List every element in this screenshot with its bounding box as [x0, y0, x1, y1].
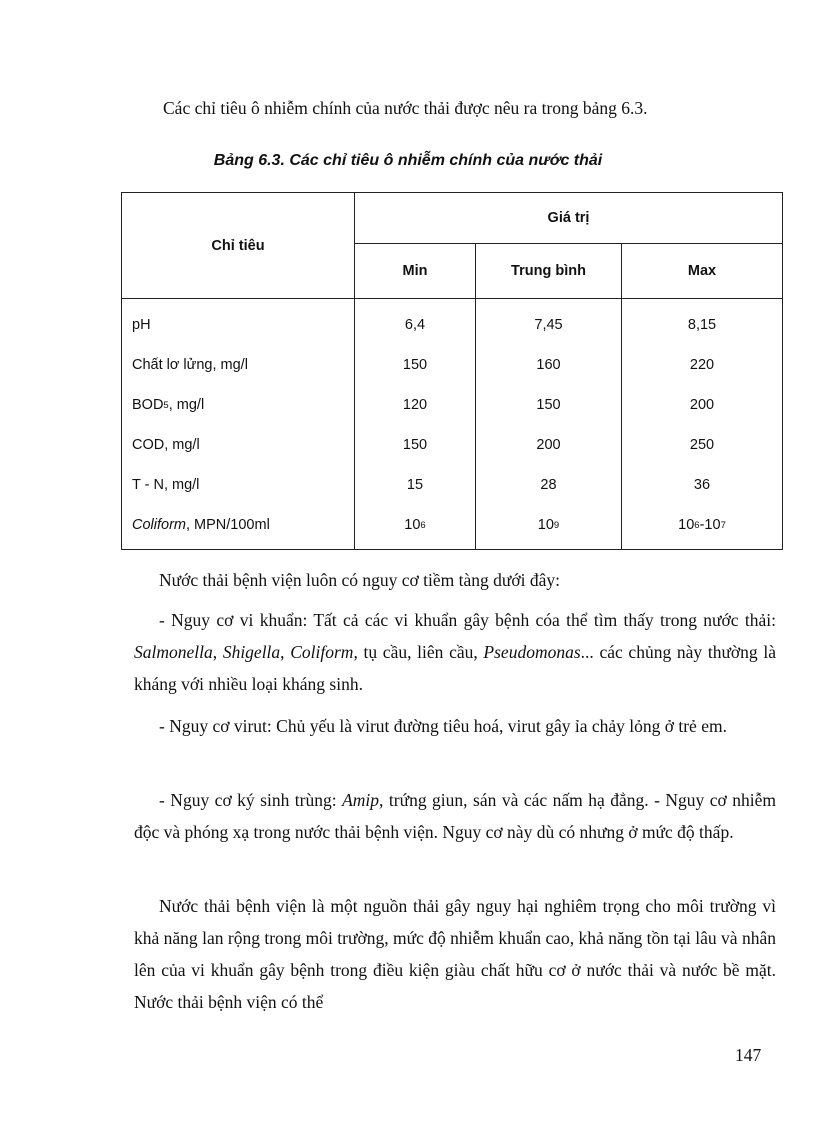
min-cod: 150 [402, 437, 428, 453]
paragraph-bacteria-risk: - Nguy cơ vi khuẩn: Tất cả các vi khuẩn gây bệnh cóa thể tìm thấy trong nước thải: Salmonella, Shigella, Coliform, tụ cầu, liên cầu, Pseudomonas... các chủng này thường là kháng với nhiều loại kháng sinh. [134, 610, 776, 694]
max-bod5: 200 [689, 397, 715, 413]
param-coliform: Coliform , MPN/100ml [132, 517, 270, 533]
min-coliform: 10 6 [404, 517, 426, 533]
param-column [122, 299, 355, 550]
avg-tn: 28 [540, 477, 557, 493]
header-max: Max [622, 244, 783, 299]
table-caption: Bảng 6.3. Các chỉ tiêu ô nhiễm chính của nước thải [213, 152, 603, 169]
paragraph-risks-intro: Nước thải bệnh viện luôn có nguy cơ tiềm tàng dưới đây: [159, 570, 561, 590]
avg-ph: 7,45 [534, 317, 563, 333]
paragraph-virus-risk: - Nguy cơ virut: Chủ yếu là virut đường tiêu hoá, virut gây ỉa chảy lỏng ở trẻ em. [159, 716, 727, 736]
avg-chat-lo-lung: 160 [536, 357, 561, 373]
param-bod5: BOD 5 , mg/l [132, 397, 205, 413]
max-chat-lo-lung: 220 [689, 357, 715, 373]
avg-bod5: 150 [536, 397, 561, 413]
min-ph: 6,4 [404, 317, 426, 333]
max-cod: 250 [689, 437, 715, 453]
avg-coliform: 10 9 [537, 517, 560, 533]
param-ph: pH [132, 317, 151, 333]
paragraph-hospital-wastewater: Nước thải bệnh viện là một nguồn thải gây nguy hại nghiêm trọng cho môi trường vì khả năng lan rộng trong môi trường, mức độ nhiễm khuẩn cao, khả năng tồn tại lâu và nhân lên của vi khuẩn gây bệnh trong điều kiện giàu chất hữu cơ ở nước thải và nước bề mặt. Nước thải bệnh viện có thể [134, 896, 776, 1012]
header-chi-tieu: Chỉ tiêu [122, 193, 355, 299]
page-number: 147 [735, 1045, 762, 1065]
header-min: Min [355, 244, 476, 299]
max-tn: 36 [693, 477, 711, 493]
intro-sentence: Các chỉ tiêu ô nhiễm chính của nước thải được nêu ra trong bảng 6.3. [163, 98, 648, 118]
min-chat-lo-lung: 150 [402, 357, 428, 373]
pollution-table [121, 192, 783, 550]
header-gia-tri: Giá trị [355, 193, 783, 244]
min-column [355, 299, 476, 550]
param-chat-lo-lung: Chất lơ lửng, mg/l [132, 357, 248, 373]
param-cod: COD, mg/l [132, 437, 200, 453]
paragraph-parasite-toxic-risk: - Nguy cơ ký sinh trùng: Amip, trứng giun, sán và các nấm hạ đẳng. - Nguy cơ nhiễm độc và phóng xạ trong nước thải bệnh viện. Nguy cơ này dù có nhưng ở mức độ thấp. [134, 790, 776, 842]
max-ph: 8,15 [687, 317, 717, 333]
min-bod5: 120 [402, 397, 428, 413]
min-tn: 15 [406, 477, 424, 493]
avg-cod: 200 [536, 437, 561, 453]
avg-column [476, 299, 622, 550]
max-coliform: 10 6 - 10 7 [678, 517, 726, 533]
param-tn: T - N, mg/l [132, 477, 200, 493]
header-trung-binh: Trung bình [476, 244, 622, 299]
max-column [622, 299, 783, 550]
